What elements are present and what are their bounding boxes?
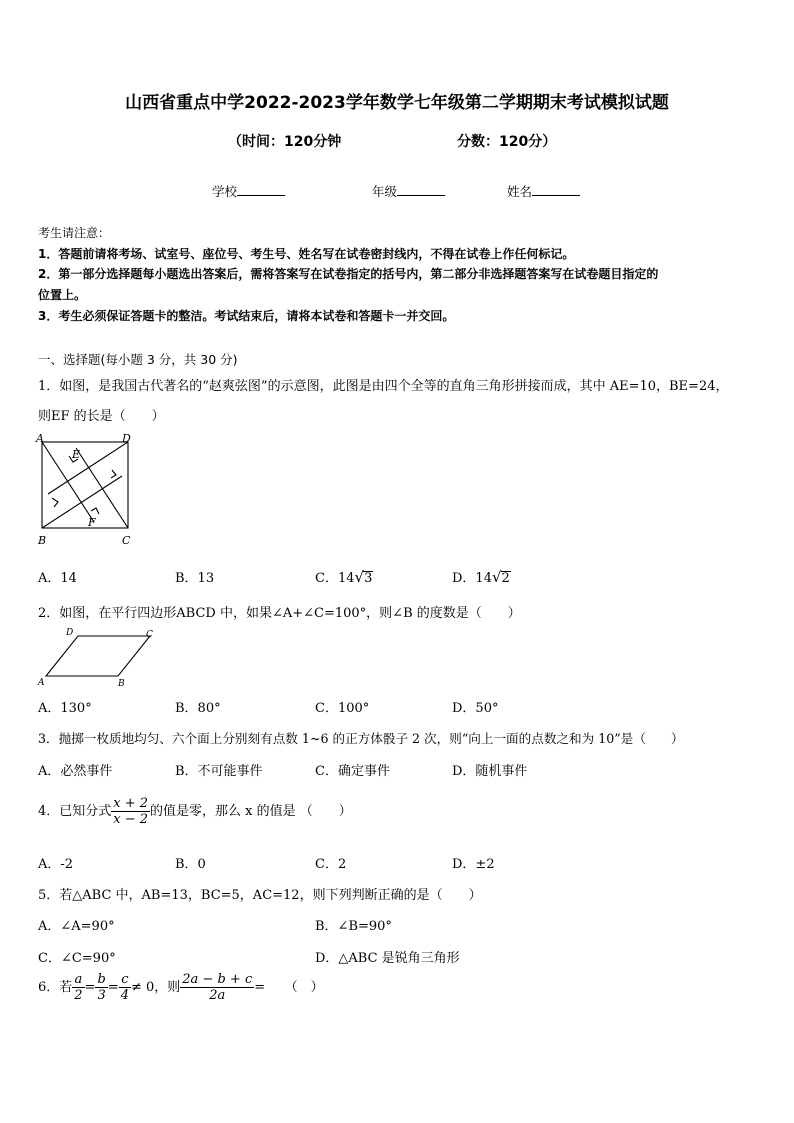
- q1-label-c: C: [122, 534, 131, 547]
- q2-stem: 2．如图，在平行四边形ABCD 中，如果∠A+∠C=100°，则∠B 的度数是（ ）: [38, 606, 521, 621]
- q1-option-d-radicand: 2: [501, 571, 510, 586]
- q2-option-c[interactable]: C．100°: [315, 701, 370, 716]
- notice-heading: 考生请注意：: [38, 226, 111, 240]
- q2-label-b: B: [118, 679, 125, 688]
- grade-label: 年级: [372, 184, 398, 199]
- q2-option-a[interactable]: A．130°: [38, 701, 92, 716]
- notice-item-1: 1．答题前请将考场、试室号、座位号、考生号、姓名写在试卷密封线内，不得在试卷上作任何标记。: [38, 247, 575, 261]
- q5-option-b[interactable]: B．∠B=90°: [315, 919, 392, 934]
- q1-option-c[interactable]: C．14√3: [315, 568, 373, 586]
- q3-option-c[interactable]: C．确定事件: [315, 764, 390, 779]
- exam-score: 分数：120分）: [457, 134, 557, 150]
- q5-option-d[interactable]: D．△ABC 是锐角三角形: [315, 951, 460, 966]
- notice-item-2: 2．第一部分选择题每小题选出答案后，需将答案写在试卷指定的括号内，第二部分非选择题答案写在试卷题目指定的: [38, 267, 659, 281]
- q4-fraction: $\frac{x + 2}{x - 2}$: [113, 796, 149, 827]
- q5-option-a[interactable]: A．∠A=90°: [38, 919, 115, 934]
- q4-stem: 4．已知分式 $\frac{x + 2}{x - 2}$ 的值是零，那么 x 的值是 （ ）: [38, 796, 352, 827]
- grade-blank: [397, 183, 445, 196]
- q1-label-d: D: [122, 432, 131, 445]
- q2-option-b[interactable]: B．80°: [175, 701, 221, 716]
- q6-fraction-c: $\frac{c}{4}$: [120, 972, 129, 1003]
- q3-option-d[interactable]: D．随机事件: [452, 764, 528, 779]
- notice-item-2-cont: 位置上。: [38, 288, 87, 302]
- q2-label-d: D: [66, 628, 74, 638]
- q6-fraction-b: $\frac{b}{3}$: [97, 972, 106, 1003]
- q1-option-c-radicand: 3: [364, 571, 373, 586]
- q4-option-d[interactable]: D．±2: [452, 857, 495, 872]
- name-label: 姓名: [507, 184, 533, 199]
- section-heading: 一、选择题(每小题 3 分，共 30 分): [38, 352, 238, 367]
- q6-fraction-expression: $\frac{2a - b + c}{2a}$: [182, 972, 253, 1003]
- name-field: [507, 182, 580, 200]
- q2-label-c: C: [146, 630, 153, 640]
- q1-label-f: F: [88, 516, 96, 529]
- q1-stem: 1．如图，是我国古代著名的“赵爽弦图”的示意图，此图是由四个全等的直角三角形拼接而成，其中 AE=10，BE=24，: [38, 379, 729, 394]
- q1-label-e: E: [72, 448, 81, 461]
- q3-option-b[interactable]: B．不可能事件: [175, 764, 263, 779]
- q2-label-a: A: [38, 678, 45, 688]
- q5-stem: 5．若△ABC 中，AB=13，BC=5，AC=12，则下列判断正确的是（ ）: [38, 888, 482, 903]
- q5-option-c[interactable]: C．∠C=90°: [38, 951, 116, 966]
- q3-stem: 3．抛掷一枚质地均匀、六个面上分别刻有点数 1~6 的正方体骰子 2 次，则“向上一面的点数之和为 10”是（ ）: [38, 731, 684, 746]
- q6-fraction-a: $\frac{a}{2}$: [74, 972, 83, 1003]
- q6-stem: 6．若 $\frac{a}{2}$ = $\frac{b}{3}$ = $\frac{c}{4}$ ≠ 0，则 $\frac{2a - b + c}{2a}$ = （ ）: [38, 972, 324, 1003]
- q2-parallelogram-diagram: [32, 624, 162, 688]
- q1-label-a: A: [36, 432, 44, 445]
- q1-option-a[interactable]: A．14: [38, 571, 77, 586]
- exam-title: 山西省重点中学2022-2023学年数学七年级第二学期期末考试模拟试题: [125, 93, 669, 113]
- grade-field: [372, 182, 445, 200]
- notice-item-3: 3．考生必须保证答题卡的整洁。考试结束后，请将本试卷和答题卡一并交回。: [38, 309, 455, 323]
- q1-label-b: B: [38, 534, 47, 547]
- q4-option-b[interactable]: B．0: [175, 857, 206, 872]
- q3-option-a[interactable]: A．必然事件: [38, 764, 113, 779]
- school-label: 学校: [212, 184, 238, 199]
- q2-option-d[interactable]: D．50°: [452, 701, 499, 716]
- exam-time: （时间：120分钟: [228, 134, 342, 150]
- q1-stem-cont: 则EF 的长是（ ）: [38, 409, 165, 424]
- q1-option-d[interactable]: D．14√2: [452, 568, 510, 586]
- q4-option-c[interactable]: C．2: [315, 857, 347, 872]
- q1-zhao-shuang-diagram: [32, 430, 142, 552]
- name-blank: [532, 183, 580, 196]
- school-blank: [237, 183, 285, 196]
- q4-option-a[interactable]: A．-2: [38, 857, 74, 872]
- q1-option-b[interactable]: B．13: [175, 571, 215, 586]
- school-field: [212, 182, 285, 200]
